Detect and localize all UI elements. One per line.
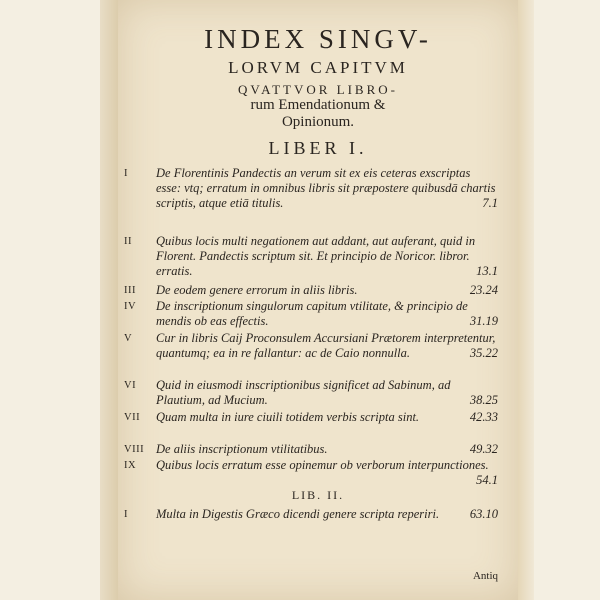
entry-number: VIII: [124, 444, 145, 455]
entry-reference: 42.33: [469, 410, 498, 424]
liber-2-heading: LIB. II.: [291, 488, 345, 502]
index-entry: [124, 378, 498, 408]
entry-number: III: [124, 285, 136, 296]
title-line-1: INDEX SINGV-: [204, 24, 432, 54]
liber-1-heading: LIBER I.: [268, 138, 368, 158]
entry-number: VII: [124, 412, 141, 423]
book-page: [118, 0, 518, 600]
entry-text: Quid in eiusmodi inscriptionibus significet ad Sabinum, ad Plautium, ad Mucium.: [156, 378, 451, 407]
entry-number: I: [124, 509, 128, 520]
index-entry: [124, 331, 498, 361]
entry-reference: 63.10: [469, 507, 498, 521]
entry-text: De aliis inscriptionum vtilitatibus.: [156, 442, 328, 456]
entry-text: De eodem genere errorum in aliis libris.: [156, 283, 358, 297]
index-entry: [124, 234, 498, 279]
entry-text: De inscriptionum singulorum capitum vtilitate, & principio de mendis ob eas effectis.: [156, 299, 468, 328]
title-line-2: LORVM CAPITVM: [228, 58, 408, 77]
entry-text: De Florentinis Pandectis an verum sit ex eis ceteras exscriptas esse: vtq; erratum in omnibus libris sit præpostere quibusdā chartis scriptis, atque etiā titulis.: [156, 166, 496, 210]
index-entry: [124, 299, 498, 329]
entry-text: Cur in libris Caij Proconsulem Accursiani Prætorem interpretentur, quantumq; ea in re fallantur: ac de Caio nonnulla.: [156, 331, 496, 360]
entry-text: Quam multa in iure ciuili totidem verbis scripta sint.: [156, 410, 420, 424]
entry-reference: 49.32: [469, 442, 498, 456]
entry-number: IV: [124, 301, 137, 312]
entry-reference: 54.1: [476, 473, 498, 487]
entry-text: Multa in Digestis Græco dicendi genere scripta reperiri.: [156, 507, 440, 521]
entry-reference: 23.24: [469, 283, 498, 297]
entry-text: Quibus locis multi negationem aut addant, aut auferant, quid in Florent. Pandectis scriptum sit. Et principio de Noricor. libror. erratis.: [156, 234, 476, 278]
title-line-4: rum Emendationum &: [250, 97, 386, 113]
entry-number: IX: [124, 460, 137, 471]
catchword: Antiq: [472, 570, 498, 582]
entry-text: Quibus locis erratum esse opinemur ob verborum interpunctiones.: [156, 458, 489, 472]
title-line-5: Opinionum.: [281, 114, 355, 130]
index-entry: [124, 458, 498, 488]
index-entry: [124, 442, 498, 457]
entry-number: VI: [124, 380, 137, 391]
index-entry: [124, 166, 498, 211]
entry-reference: 7.1: [482, 196, 498, 210]
entry-number: I: [124, 168, 128, 179]
entry-reference: 13.1: [476, 264, 498, 278]
entry-reference: 35.22: [469, 346, 498, 360]
entry-number: V: [124, 333, 133, 344]
index-entry: [124, 507, 498, 522]
title-line-3: QVATTVOR LIBRO-: [238, 82, 398, 97]
entry-reference: 31.19: [469, 314, 498, 328]
index-entry: [124, 283, 498, 298]
index-entry: [124, 410, 498, 425]
entry-reference: 38.25: [469, 393, 498, 407]
entry-number: II: [124, 236, 132, 247]
